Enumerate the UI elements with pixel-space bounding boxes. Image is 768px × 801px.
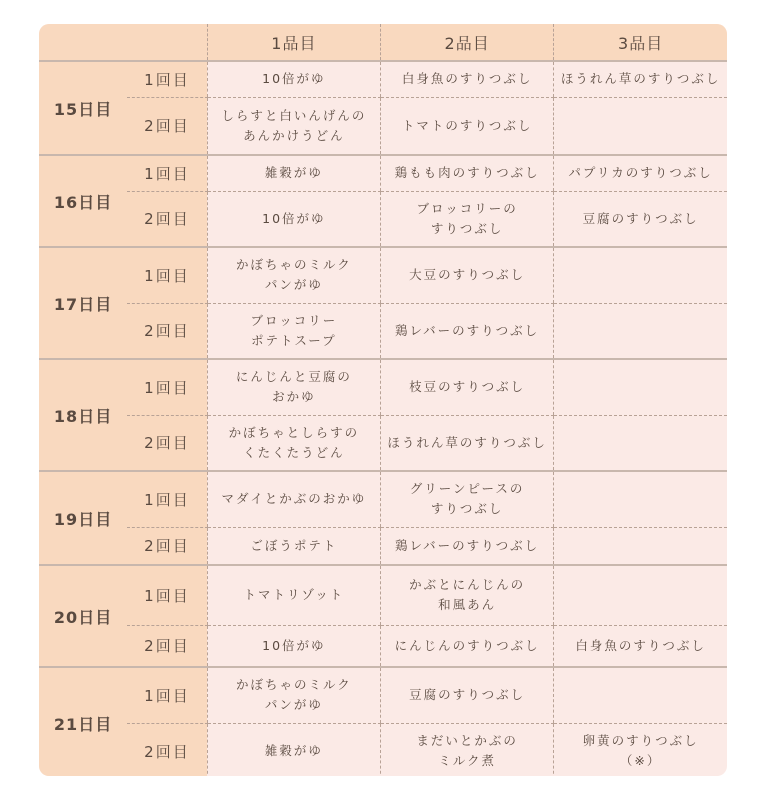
meal-plan-table-container: [39, 24, 727, 776]
dish-name-line: 10倍がゆ: [262, 637, 326, 653]
dish-cell-1: [207, 191, 380, 247]
dish-cell-2: [380, 97, 553, 155]
dish-name-line: ブロッコリーの: [416, 200, 518, 216]
meal-label: 2回目: [127, 527, 207, 565]
dish-cell-3: [554, 527, 727, 565]
day-label: 16日目: [39, 155, 127, 247]
dish-cell-1: [207, 667, 380, 723]
dish-cell-3: [554, 191, 727, 247]
meal-label: 2回目: [127, 723, 207, 776]
meal-row: [39, 155, 727, 191]
meal-row: [39, 303, 727, 359]
dish-cell-1: [207, 97, 380, 155]
meal-row: [39, 191, 727, 247]
dish-cell-3: [554, 565, 727, 625]
dish-name-line: 鶏レバーのすりつぶし: [395, 322, 540, 338]
meal-label: 1回目: [127, 61, 207, 97]
dish-name-line: ミルク煮: [438, 753, 496, 769]
dish-name-line: しらすと白いんげんの: [221, 107, 367, 123]
meal-label: 1回目: [127, 471, 207, 527]
meal-row: [39, 359, 727, 415]
meal-row: [39, 565, 727, 625]
dish-cell-2: [380, 667, 553, 723]
meal-label: 2回目: [127, 303, 207, 359]
dish-cell-3: [554, 667, 727, 723]
dish-name-line: パンがゆ: [264, 697, 323, 713]
header-col-2: 2品目: [380, 24, 553, 61]
meal-label: 1回目: [127, 359, 207, 415]
dish-cell-1: [207, 625, 380, 667]
day-label: 17日目: [39, 247, 127, 359]
dish-cell-3: [554, 625, 727, 667]
dish-cell-3: [554, 415, 727, 471]
dish-name-line: にんじんと豆腐の: [235, 369, 352, 385]
meal-row: [39, 625, 727, 667]
dish-name-line: 鶏もも肉のすりつぶし: [394, 165, 540, 181]
meal-label: 1回目: [127, 155, 207, 191]
meal-label: 1回目: [127, 565, 207, 625]
dish-name-line: すりつぶし: [430, 501, 504, 517]
dish-cell-3: [554, 471, 727, 527]
dish-cell-1: [207, 303, 380, 359]
dish-cell-3: [554, 303, 727, 359]
dish-name-line: まだいとかぶの: [416, 733, 518, 749]
dish-name-line: （※）: [619, 753, 662, 769]
day-label: 21日目: [39, 667, 127, 776]
dish-cell-2: [380, 723, 553, 776]
dish-cell-2: [380, 625, 553, 667]
dish-cell-2: [380, 155, 553, 191]
meal-row: [39, 527, 727, 565]
dish-cell-3: [554, 155, 727, 191]
dish-name-line: ポテトスープ: [251, 332, 337, 348]
dish-name-line: トマトのすりつぶし: [401, 117, 533, 133]
header-col-3: 3品目: [554, 24, 727, 61]
dish-name-line: かぼちゃのミルク: [235, 257, 352, 273]
dish-cell-3: [554, 247, 727, 303]
dish-name-line: 大豆のすりつぶし: [409, 267, 526, 283]
dish-name-line: 10倍がゆ: [262, 210, 326, 226]
meal-label: 2回目: [127, 191, 207, 247]
dish-name-line: 鶏レバーのすりつぶし: [395, 537, 540, 553]
meal-label: 1回目: [127, 247, 207, 303]
dish-name-line: パプリカのすりつぶし: [568, 165, 713, 181]
dish-name-line: 和風あん: [438, 597, 497, 613]
dish-cell-2: [380, 527, 553, 565]
dish-cell-1: [207, 247, 380, 303]
dish-name-line: 白身魚のすりつぶし: [575, 637, 706, 653]
meal-plan-table: [39, 24, 727, 776]
meal-row: [39, 97, 727, 155]
dish-cell-3: [554, 61, 727, 97]
dish-cell-2: [380, 359, 553, 415]
day-label: 20日目: [39, 565, 127, 667]
dish-name-line: トマトリゾット: [243, 587, 345, 603]
dish-name-line: パンがゆ: [264, 277, 323, 293]
dish-cell-1: [207, 723, 380, 776]
dish-cell-1: [207, 527, 380, 565]
day-label: 18日目: [39, 359, 127, 471]
day-label: 15日目: [39, 61, 127, 155]
dish-name-line: にんじんのすりつぶし: [394, 637, 540, 653]
meal-row: [39, 723, 727, 776]
meal-label: 2回目: [127, 97, 207, 155]
header-col-1: 1品目: [207, 24, 380, 61]
dish-name-line: かぼちゃのミルク: [235, 677, 352, 693]
dish-cell-2: [380, 191, 553, 247]
dish-name-line: マダイとかぶのおかゆ: [221, 491, 367, 507]
dish-name-line: ほうれん草のすりつぶし: [387, 434, 547, 450]
dish-cell-2: [380, 415, 553, 471]
dish-cell-3: [554, 723, 727, 776]
meal-row: [39, 61, 727, 97]
dish-cell-2: [380, 303, 553, 359]
dish-cell-3: [554, 97, 727, 155]
dish-cell-1: [207, 415, 380, 471]
meal-label: 2回目: [127, 625, 207, 667]
dish-name-line: すりつぶし: [430, 220, 504, 236]
header-row: [39, 24, 727, 61]
dish-name-line: くたくたうどん: [243, 444, 345, 460]
header-corner-meal: [127, 24, 207, 61]
dish-name-line: 10倍がゆ: [262, 71, 326, 87]
meal-row: [39, 471, 727, 527]
dish-name-line: 白身魚のすりつぶし: [401, 71, 533, 87]
dish-cell-1: [207, 359, 380, 415]
dish-name-line: かぼちゃとしらすの: [228, 424, 360, 440]
meal-row: [39, 415, 727, 471]
dish-name-line: ブロッコリー: [250, 312, 338, 328]
meal-label: 2回目: [127, 415, 207, 471]
meal-row: [39, 667, 727, 723]
dish-name-line: かぶとにんじんの: [409, 577, 526, 593]
dish-cell-2: [380, 247, 553, 303]
dish-name-line: 雑穀がゆ: [264, 165, 323, 181]
header-corner: [39, 24, 127, 61]
dish-name-line: 豆腐のすりつぶし: [582, 210, 699, 226]
dish-name-line: 豆腐のすりつぶし: [409, 687, 526, 703]
dish-cell-1: [207, 471, 380, 527]
dish-cell-2: [380, 471, 553, 527]
meal-plan-body: [39, 61, 727, 776]
day-label: 19日目: [39, 471, 127, 565]
dish-name-line: 卵黄のすりつぶし: [582, 733, 699, 749]
dish-name-line: ごぼうポテト: [250, 537, 338, 553]
dish-name-line: 雑穀がゆ: [264, 743, 323, 759]
dish-name-line: 枝豆のすりつぶし: [409, 379, 526, 395]
dish-cell-3: [554, 359, 727, 415]
meal-label: 1回目: [127, 667, 207, 723]
dish-cell-1: [207, 61, 380, 97]
dish-cell-2: [380, 61, 553, 97]
dish-name-line: あんかけうどん: [243, 127, 345, 143]
dish-name-line: グリーンピースの: [409, 481, 525, 497]
dish-cell-1: [207, 155, 380, 191]
dish-name-line: ほうれん草のすりつぶし: [560, 71, 721, 87]
dish-name-line: おかゆ: [272, 389, 316, 405]
dish-cell-1: [207, 565, 380, 625]
meal-row: [39, 247, 727, 303]
dish-cell-2: [380, 565, 553, 625]
